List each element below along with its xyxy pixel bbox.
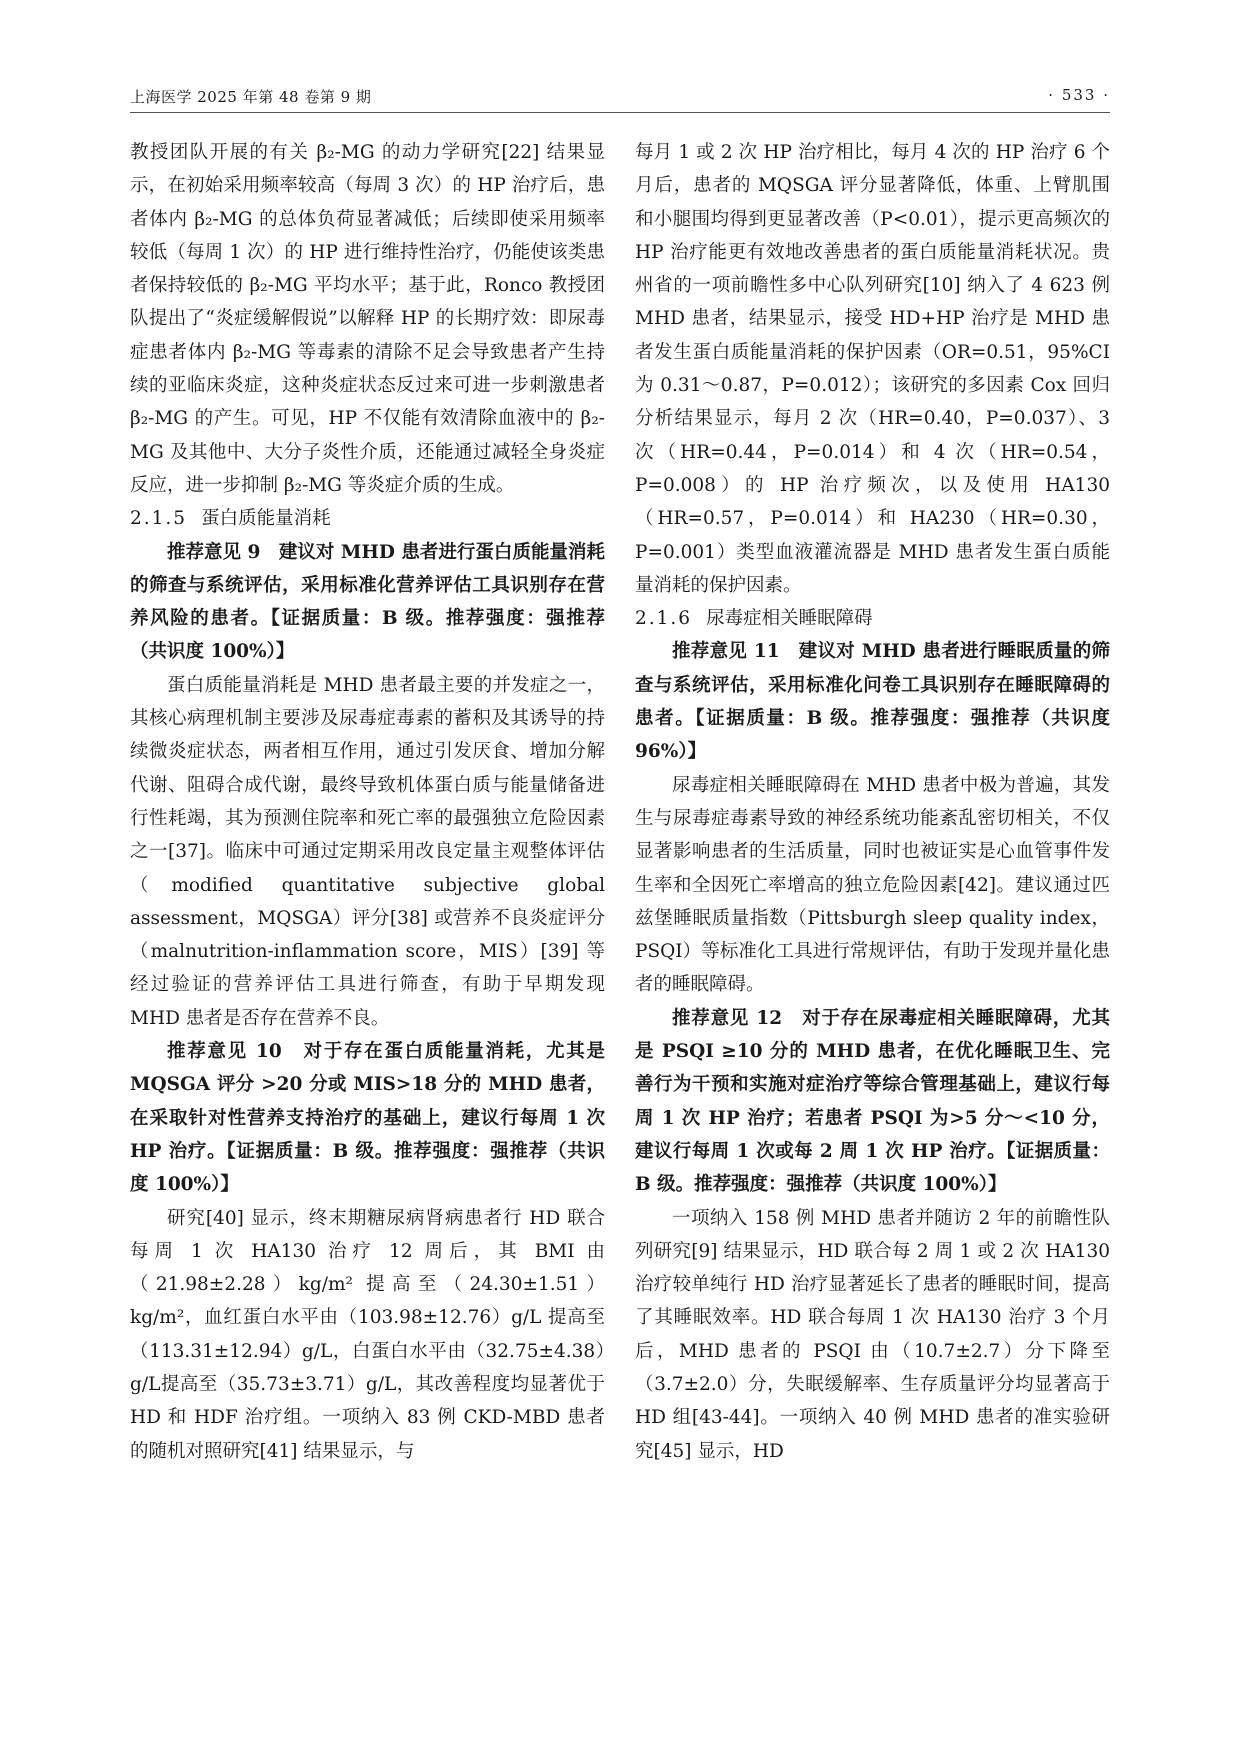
paragraph-continuation: 教授团队开展的有关 β₂-MG 的动力学研究[22] 结果显示，在初始采用频率较高（每周 3 次）的 HP 治疗后，患者体内 β₂-MG 的总体负荷显著减低；后续即使采用频率较低（每周 1 次）的 HP 进行维持性治疗，仍能使该类患者保持较低的 β₂-MG 平均水平；基于此，Ronco 教授团队提出了“炎症缓解假说”以解释 HP 的长期疗效：即尿毒症患者体内 β₂-MG 等毒素的清除不足会导致患者产生持续的亚临床炎症，这种炎症状态反过来可进一步刺激患者 β₂-MG 的产生。可见，HP 不仅能有效清除血液中的 β₂-MG 及其他中、大分子炎性介质，还能通过减轻全身炎症反应，进一步抑制 β₂-MG 等炎症介质的生成。 [130,142,605,496]
section-title: 尿毒症相关睡眠障碍 [706,608,873,630]
paragraph-continuation-right: 每月 1 或 2 次 HP 治疗相比，每月 4 次的 HP 治疗 6 个月后，患者的 MQSGA 评分显著降低，体重、上臂肌围和小腿围均得到更显著改善（P<0.01），提示更高频次的 HP 治疗能更有效地改善患者的蛋白质能量消耗状况。贵州省的一项前瞻性多中心队列研究[10] 纳入了 4 623 例 MHD 患者，结果显示，接受 HD+HP 治疗是 MHD 患者发生蛋白质能量消耗的保护因素（OR=0.51，95%CI 为 0.31～0.87，P=0.012）；该研究的多因素 Cox 回归分析结果显示，每月 2 次（HR=0.40，P=0.037）、3 次（HR=0.44，P=0.014）和 4 次（HR=0.54，P=0.008）的 HP 治疗频次，以及使用 HA130（HR=0.57，P=0.014）和 HA230（HR=0.30，P=0.001）类型血液灌流器是 MHD 患者发生蛋白质能量消耗的保护因素。 [635,142,1110,596]
section-title: 蛋白质能量消耗 [201,508,331,530]
recommendation-10: 推荐意见 10 对于存在蛋白质能量消耗，尤其是 MQSGA 评分 >20 分或 MIS>18 分的 MHD 患者，在采取针对性营养支持治疗的基础上，建议行每周 1 次 HP 治疗。【证据质量：B 级。推荐强度：强推荐（共识度 100%）】 [130,1041,605,1196]
page-number: · 533 · [1048,86,1110,104]
left-column [130,136,605,1676]
right-column [635,136,1110,1676]
paragraph-protein-energy: 蛋白质能量消耗是 MHD 患者最主要的并发症之一，其核心病理机制主要涉及尿毒症毒素的蓄积及其诱导的持续微炎症状态，两者相互作用，通过引发厌食、增加分解代谢、阻碍合成代谢，最终导致机体蛋白质与能量储备进行性耗竭，其为预测住院率和死亡率的最强独立危险因素之一[37]。临床中可通过定期采用改良定量主观整体评估（modified quantitative subjective global assessment，MQSGA）评分[38] 或营养不良炎症评分（malnutrition-inflammation score，MIS）[39] 等经过验证的营养评估工具进行筛查，有助于早期发现 MHD 患者是否存在营养不良。 [130,674,605,1029]
section-number: 2.1.6 [635,608,693,630]
section-number: 2.1.5 [130,508,188,530]
journal-issue: 上海医学 2025 年第 48 卷第 9 期 [130,88,372,106]
section-heading-2-1-6 [635,602,1110,635]
recommendation-11: 推荐意见 11 建议对 MHD 患者进行睡眠质量的筛查与系统评估，采用标准化问卷工具识别存在睡眠障碍的患者。【证据质量：B 级。推荐强度：强推荐（共识度 96%）】 [635,641,1110,763]
recommendation-12: 推荐意见 12 对于存在尿毒症相关睡眠障碍，尤其是 PSQI ≥10 分的 MHD 患者，在优化睡眠卫生、完善行为干预和实施对症治疗等综合管理基础上，建议行每周 1 次 HP 治疗；若患者 PSQI 为>5 分～<10 分，建议行每周 1 次或每 2 周 1 次 HP 治疗。【证据质量：B 级。推荐强度：强推荐（共识度 100%）】 [635,1007,1110,1196]
paragraph-sleep-disorder: 尿毒症相关睡眠障碍在 MHD 患者中极为普遍，其发生与尿毒症毒素导致的神经系统功能紊乱密切相关，不仅显著影响患者的生活质量，同时也被证实是心血管事件发生率和全因死亡率增高的独立危险因素[42]。建议通过匹兹堡睡眠质量指数（Pittsburgh sleep quality index，PSQI）等标准化工具进行常规评估，有助于发现并量化患者的睡眠障碍。 [635,774,1110,996]
recommendation-9: 推荐意见 9 建议对 MHD 患者进行蛋白质能量消耗的筛查与系统评估，采用标准化营养评估工具识别存在营养风险的患者。【证据质量：B 级。推荐强度：强推荐（共识度 100%）】 [130,541,605,663]
paragraph-cohort-study: 一项纳入 158 例 MHD 患者并随访 2 年的前瞻性队列研究[9] 结果显示，HD 联合每 2 周 1 或 2 次 HA130 治疗较单纯行 HD 治疗显著延长了患者的睡眠时间，提高了其睡眠效率。HD 联合每周 1 次 HA130 治疗 3 个月后，MHD 患者的 PSQI 由（10.7±2.7）分下降至（3.7±2.0）分，失眠缓解率、生存质量评分均显著高于 HD 组[43-44]。一项纳入 40 例 MHD 患者的准实验研究[45] 显示，HD [635,1207,1110,1462]
header-rule [130,112,1110,113]
paragraph-study-40: 研究[40] 显示，终末期糖尿病肾病患者行 HD 联合每周 1 次 HA130 治疗 12 周后，其 BMI 由（21.98±2.28）kg/m² 提高至（24.30±1.51）kg/m²，血红蛋白水平由（103.98±12.76）g/L 提高至（113.31±12.94）g/L，白蛋白水平由（32.75±4.38）g/L提高至（35.73±3.71）g/L，其改善程度均显著优于 HD 和 HDF 治疗组。一项纳入 83 例 CKD-MBD 患者的随机对照研究[41] 结果显示，与 [130,1207,605,1462]
running-header [130,86,1110,112]
section-heading-2-1-5 [130,502,605,535]
